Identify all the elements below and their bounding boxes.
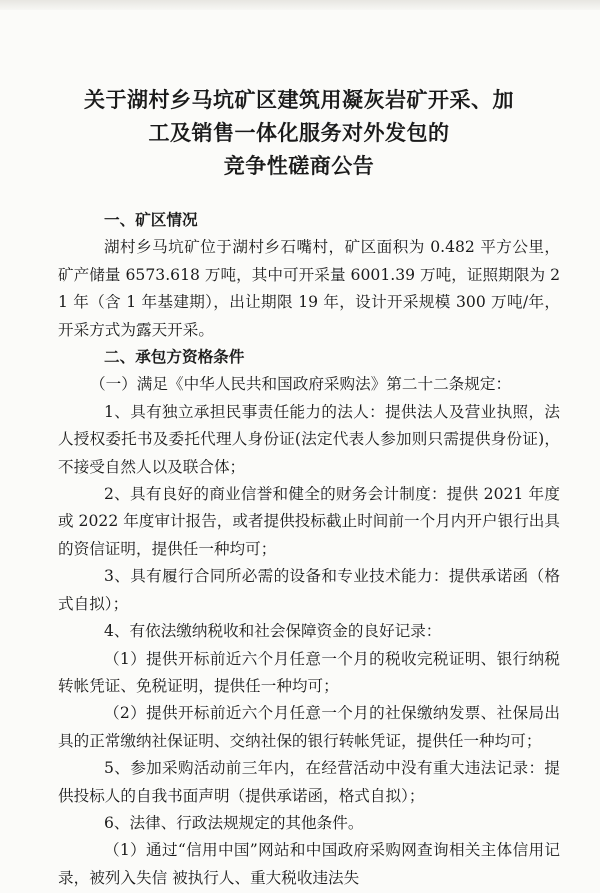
scan-edge [0,0,600,10]
qualification-item-6: 6、法律、行政法规规定的其他条件。 [104,813,364,832]
qualification-item-4-2: （2）提供开标前近六个月任意一个月的社保缴纳发票、社保局出具的正常缴纳社保证明、交纳社保的银行转帐凭证，提供任一种均可； [58,704,560,750]
qualification-item-6-1: （1）通过“信用中国”网站和中国政府采购网查询相关主体信用记录，被列入失信 被执行人、重大税收违法失 [58,841,560,887]
qualification-item-4-1: （1）提供开标前近六个月任意一个月的税收完税证明、银行纳税转帐凭证、免税证明，提供任一种均可； [58,649,560,695]
qualification-item-4: 4、有依法缴纳税收和社会保障资金的良好记录： [104,622,442,641]
section-heading-qualifications: 二、承包方资格条件 [104,348,245,367]
document-title [38,84,560,183]
title-line-3: 竞争性磋商公告 [223,154,375,178]
qualification-item-5: 5、参加采购活动前三年内，在经营活动中没有重大违法记录：提供投标人的自我书面声明（提供承诺函，格式自拟）； [58,759,560,805]
title-line-2: 工及销售一体化服务对外发包的 [148,121,450,145]
qualification-intro: （一）满足《中华人民共和国政府采购法》第二十二条规定： [90,375,512,394]
qualification-item-2: 2、具有良好的商业信誉和健全的财务会计制度：提供 2021 年度或 2022 年度审计报告，或者提供投标截止时间前一个月内开户银行出具的资信证明，提供任一种均可； [58,485,560,558]
qualification-item-1: 1、具有独立承担民事责任能力的法人：提供法人及营业执照，法人授权委托书及委托代理人身份证(法定代表人参加则只需提供身份证)，不接受自然人以及联合体； [58,402,560,476]
section-heading-mine: 一、矿区情况 [104,211,198,229]
document-body [58,207,560,892]
title-line-1: 关于湖村乡马坑矿区建筑用凝灰岩矿开采、加 [84,88,514,112]
mine-description: 湖村乡马坑矿位于湖村乡石嘴村，矿区面积为 0.482 平方公里，矿产储量 6573.618 万吨，其中可开采量 6001.39 万吨，证照期限为 21 年（含 1 年基建期），出让期限 19 年，设计开采规模 300 万吨/年，开采方式为露天开采。 [58,238,560,339]
qualification-item-3: 3、具有履行合同所必需的设备和专业技术能力：提供承诺函（格式自拟）； [58,567,560,613]
